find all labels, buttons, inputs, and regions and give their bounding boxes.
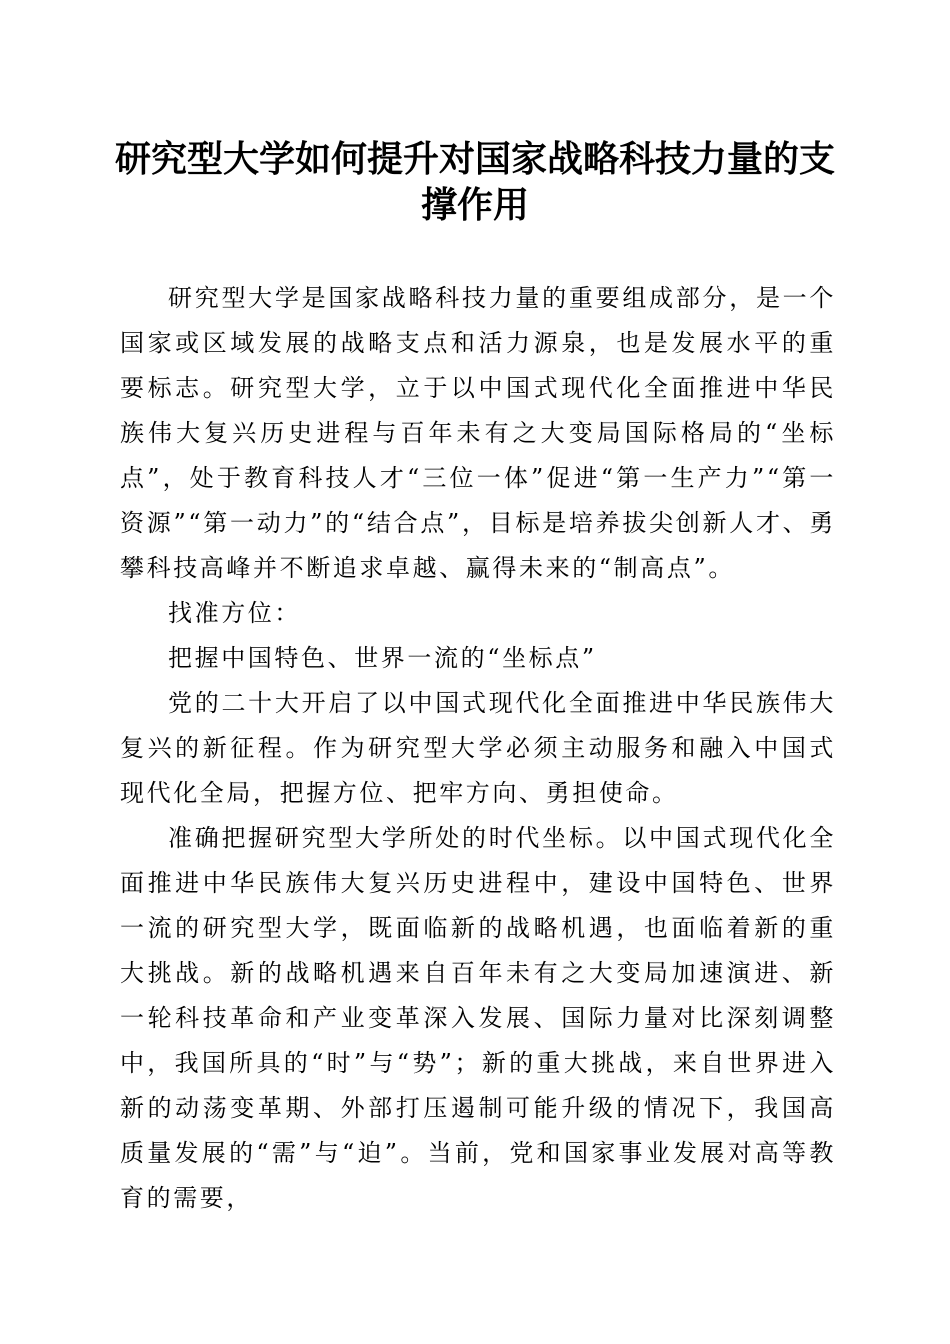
document-body [120, 276, 836, 1221]
paragraph: 党的二十大开启了以中国式现代化全面推进中华民族伟大复兴的新征程。作为研究型大学必须主动服务和融入中国式现代化全局，把握方位、把牢方向、勇担使命。 [120, 689, 836, 807]
paragraph: 准确把握研究型大学所处的时代坐标。以中国式现代化全面推进中华民族伟大复兴历史进程中，建设中国特色、世界一流的研究型大学，既面临新的战略机遇，也面临着新的重大挑战。新的战略机遇来自百年未有之大变局加速演进、新一轮科技革命和产业变革深入发展、国际力量对比深刻调整中，我国所具的“时”与“势”；新的重大挑战，来自世界进入新的动荡变革期、外部打压遏制可能升级的情况下，我国高质量发展的“需”与“迫”。当前，党和国家事业发展对高等教育的需要， [120, 824, 836, 1212]
section-heading-label: 找准方位： [168, 599, 301, 627]
paragraph-intro: 研究型大学是国家战略科技力量的重要组成部分，是一个国家或区域发展的战略支点和活力源泉，也是发展水平的重要标志。研究型大学，立于以中国式现代化全面推进中华民族伟大复兴历史进程与百年未有之大变局国际格局的“坐标点”，处于教育科技人才“三位一体”促进“第一生产力”“第一资源”“第一动力”的“结合点”，目标是培养拔尖创新人才、勇攀科技高峰并不断追求卓越、赢得未来的“制高点”。 [120, 284, 836, 582]
section-heading: 把握中国特色、世界一流的“坐标点” [168, 644, 597, 672]
document-title: 研究型大学如何提升对国家战略科技力量的支撑作用 [114, 138, 835, 226]
